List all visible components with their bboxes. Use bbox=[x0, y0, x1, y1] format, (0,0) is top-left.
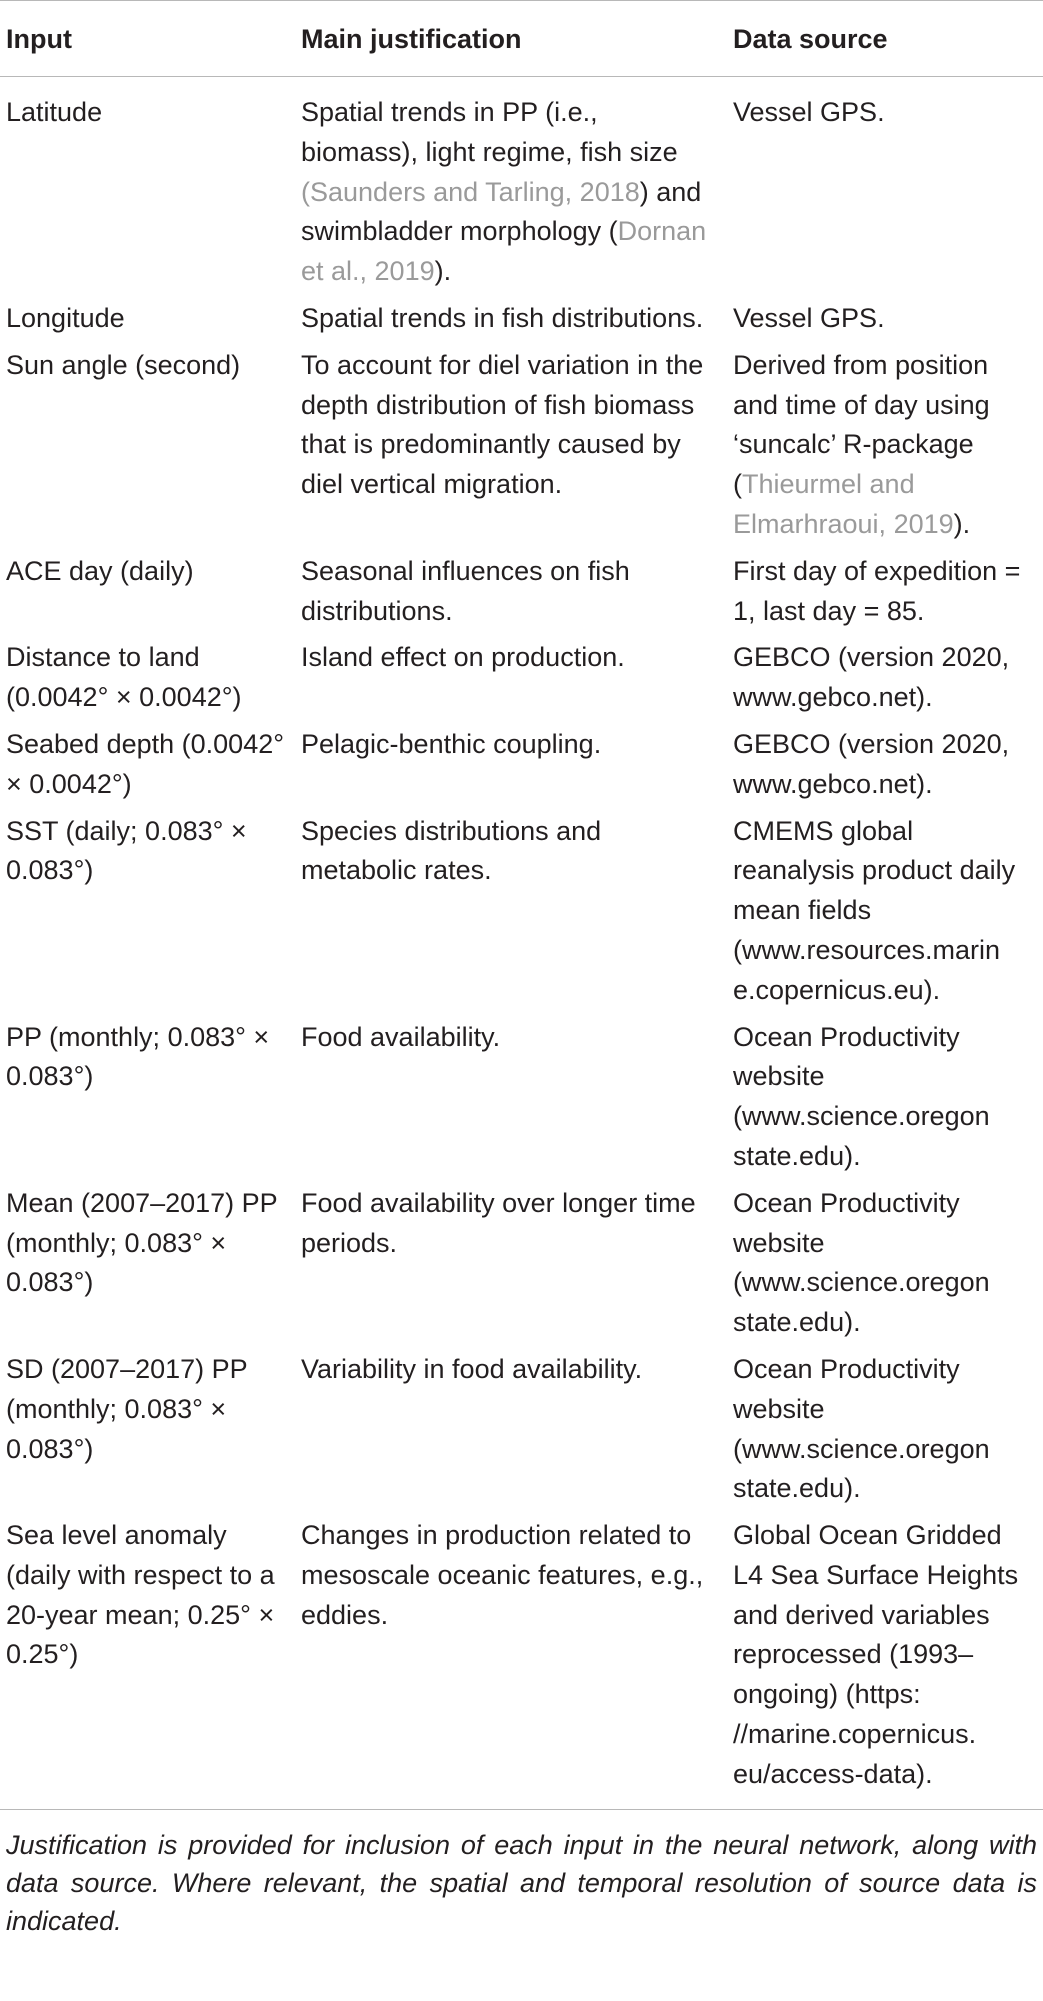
table-row bbox=[0, 1350, 1043, 1516]
table-row bbox=[0, 552, 1043, 639]
cell-input: SST (daily; 0.083° × 0.083°) bbox=[6, 815, 247, 886]
cell-text: Island effect on production. bbox=[301, 642, 625, 673]
cell-justification bbox=[295, 77, 727, 299]
cell-justification bbox=[295, 1184, 727, 1350]
cell-justification bbox=[295, 552, 727, 639]
cell-text: Changes in production related to mesoscale oceanic features, e.g., eddies. bbox=[301, 1520, 704, 1630]
cell-text: Ocean Productivity website (www.science.oregon state.edu). bbox=[733, 1353, 990, 1504]
table-row bbox=[0, 1184, 1043, 1350]
cell-input: Longitude bbox=[6, 302, 125, 333]
cell-justification bbox=[295, 299, 727, 346]
table-row bbox=[0, 638, 1043, 725]
cell-text: Derived from position and time of day using ‘suncalc’ R-package ( bbox=[733, 349, 990, 500]
cell-text: ) and swimbladder morphology ( bbox=[301, 176, 702, 247]
table-row bbox=[0, 346, 1043, 552]
table-body bbox=[0, 77, 1043, 1809]
cell-input: Sea level anomaly (daily with respect to a 20-year mean; 0.25° × 0.25°) bbox=[6, 1520, 275, 1670]
header-input: Input bbox=[6, 24, 72, 54]
cell-data-source bbox=[727, 346, 1043, 552]
cell-justification bbox=[295, 1350, 727, 1516]
cell-data-source bbox=[727, 638, 1043, 725]
table-footnote: Justification is provided for inclusion of each input in the neural network, along with data source. Where relevant, the spatial and temporal resolution of source data is indicated. bbox=[0, 1809, 1043, 1940]
cell-text: CMEMS global reanalysis product daily mean fields (www.resources.marin e.copernicus.eu). bbox=[733, 815, 1016, 1005]
cell-input: PP (monthly; 0.083° × 0.083°) bbox=[6, 1021, 270, 1092]
citation-text: Dornan et al., 2019 bbox=[301, 216, 707, 287]
cell-justification bbox=[295, 638, 727, 725]
cell-text: Global Ocean Gridded L4 Sea Surface Heights and derived variables reprocessed (1993–ongoing) (https: //marine.copernicus. eu/access-data). bbox=[733, 1520, 1019, 1789]
cell-input: Distance to land (0.0042° × 0.0042°) bbox=[6, 642, 242, 713]
citation-text: Thieurmel and Elmarhraoui, 2019 bbox=[733, 469, 954, 539]
cell-text: To account for diel variation in the depth distribution of fish biomass that is predominantly caused by diel vertical migration. bbox=[301, 349, 704, 500]
cell-text: Food availability. bbox=[301, 1021, 501, 1052]
cell-input: Mean (2007–2017) PP (monthly; 0.083° × 0.083°) bbox=[6, 1187, 278, 1298]
cell-text: Spatial trends in fish distributions. bbox=[301, 302, 704, 333]
cell-text: Vessel GPS. bbox=[733, 302, 885, 333]
cell-text: Ocean Productivity website (www.science.oregon state.edu). bbox=[733, 1021, 990, 1171]
cell-text: Species distributions and metabolic rates. bbox=[301, 815, 602, 886]
cell-text: ). bbox=[953, 508, 971, 539]
cell-text: Spatial trends in PP (i.e., biomass), light regime, fish size bbox=[301, 97, 678, 167]
cell-text: GEBCO (version 2020, www.gebco.net). bbox=[733, 728, 1010, 799]
table-row bbox=[0, 812, 1043, 1018]
table-header bbox=[0, 1, 1043, 77]
cell-justification bbox=[295, 346, 727, 552]
cell-data-source bbox=[727, 1018, 1043, 1184]
cell-justification bbox=[295, 1516, 727, 1809]
cell-data-source bbox=[727, 1184, 1043, 1350]
cell-justification bbox=[295, 812, 727, 1018]
cell-text: Variability in food availability. bbox=[301, 1353, 643, 1384]
cell-text: Food availability over longer time periods. bbox=[301, 1187, 696, 1258]
cell-text: GEBCO (version 2020, www.gebco.net). bbox=[733, 642, 1010, 713]
cell-input: Latitude bbox=[6, 97, 103, 127]
cell-input: SD (2007–2017) PP (monthly; 0.083° × 0.083°) bbox=[6, 1353, 248, 1464]
cell-data-source bbox=[727, 299, 1043, 346]
cell-data-source bbox=[727, 77, 1043, 299]
header-data-source: Data source bbox=[733, 24, 888, 54]
cell-data-source bbox=[727, 1350, 1043, 1516]
cell-input: Sun angle (second) bbox=[6, 349, 241, 380]
table-row bbox=[0, 77, 1043, 299]
cell-text: Vessel GPS. bbox=[733, 97, 885, 127]
cell-text: ). bbox=[434, 256, 452, 287]
cell-text: Ocean Productivity website (www.science.oregon state.edu). bbox=[733, 1187, 990, 1338]
table-row bbox=[0, 299, 1043, 346]
cell-input: Seabed depth (0.0042° × 0.0042°) bbox=[6, 728, 285, 799]
cell-text: First day of expedition = 1, last day = 85. bbox=[733, 555, 1021, 626]
cell-data-source bbox=[727, 552, 1043, 639]
cell-data-source bbox=[727, 812, 1043, 1018]
cell-justification bbox=[295, 1018, 727, 1184]
table-row bbox=[0, 1018, 1043, 1184]
table-row bbox=[0, 725, 1043, 812]
cell-data-source bbox=[727, 725, 1043, 812]
header-main-justification: Main justification bbox=[301, 24, 522, 54]
cell-input: ACE day (daily) bbox=[6, 555, 194, 586]
cell-justification bbox=[295, 725, 727, 812]
table-row bbox=[0, 1516, 1043, 1809]
cell-text: Seasonal influences on fish distributions. bbox=[301, 555, 630, 626]
cell-data-source bbox=[727, 1516, 1043, 1809]
cell-text: Pelagic-benthic coupling. bbox=[301, 728, 602, 759]
header-row bbox=[0, 1, 1043, 77]
citation-text: (Saunders and Tarling, 2018 bbox=[301, 176, 640, 207]
